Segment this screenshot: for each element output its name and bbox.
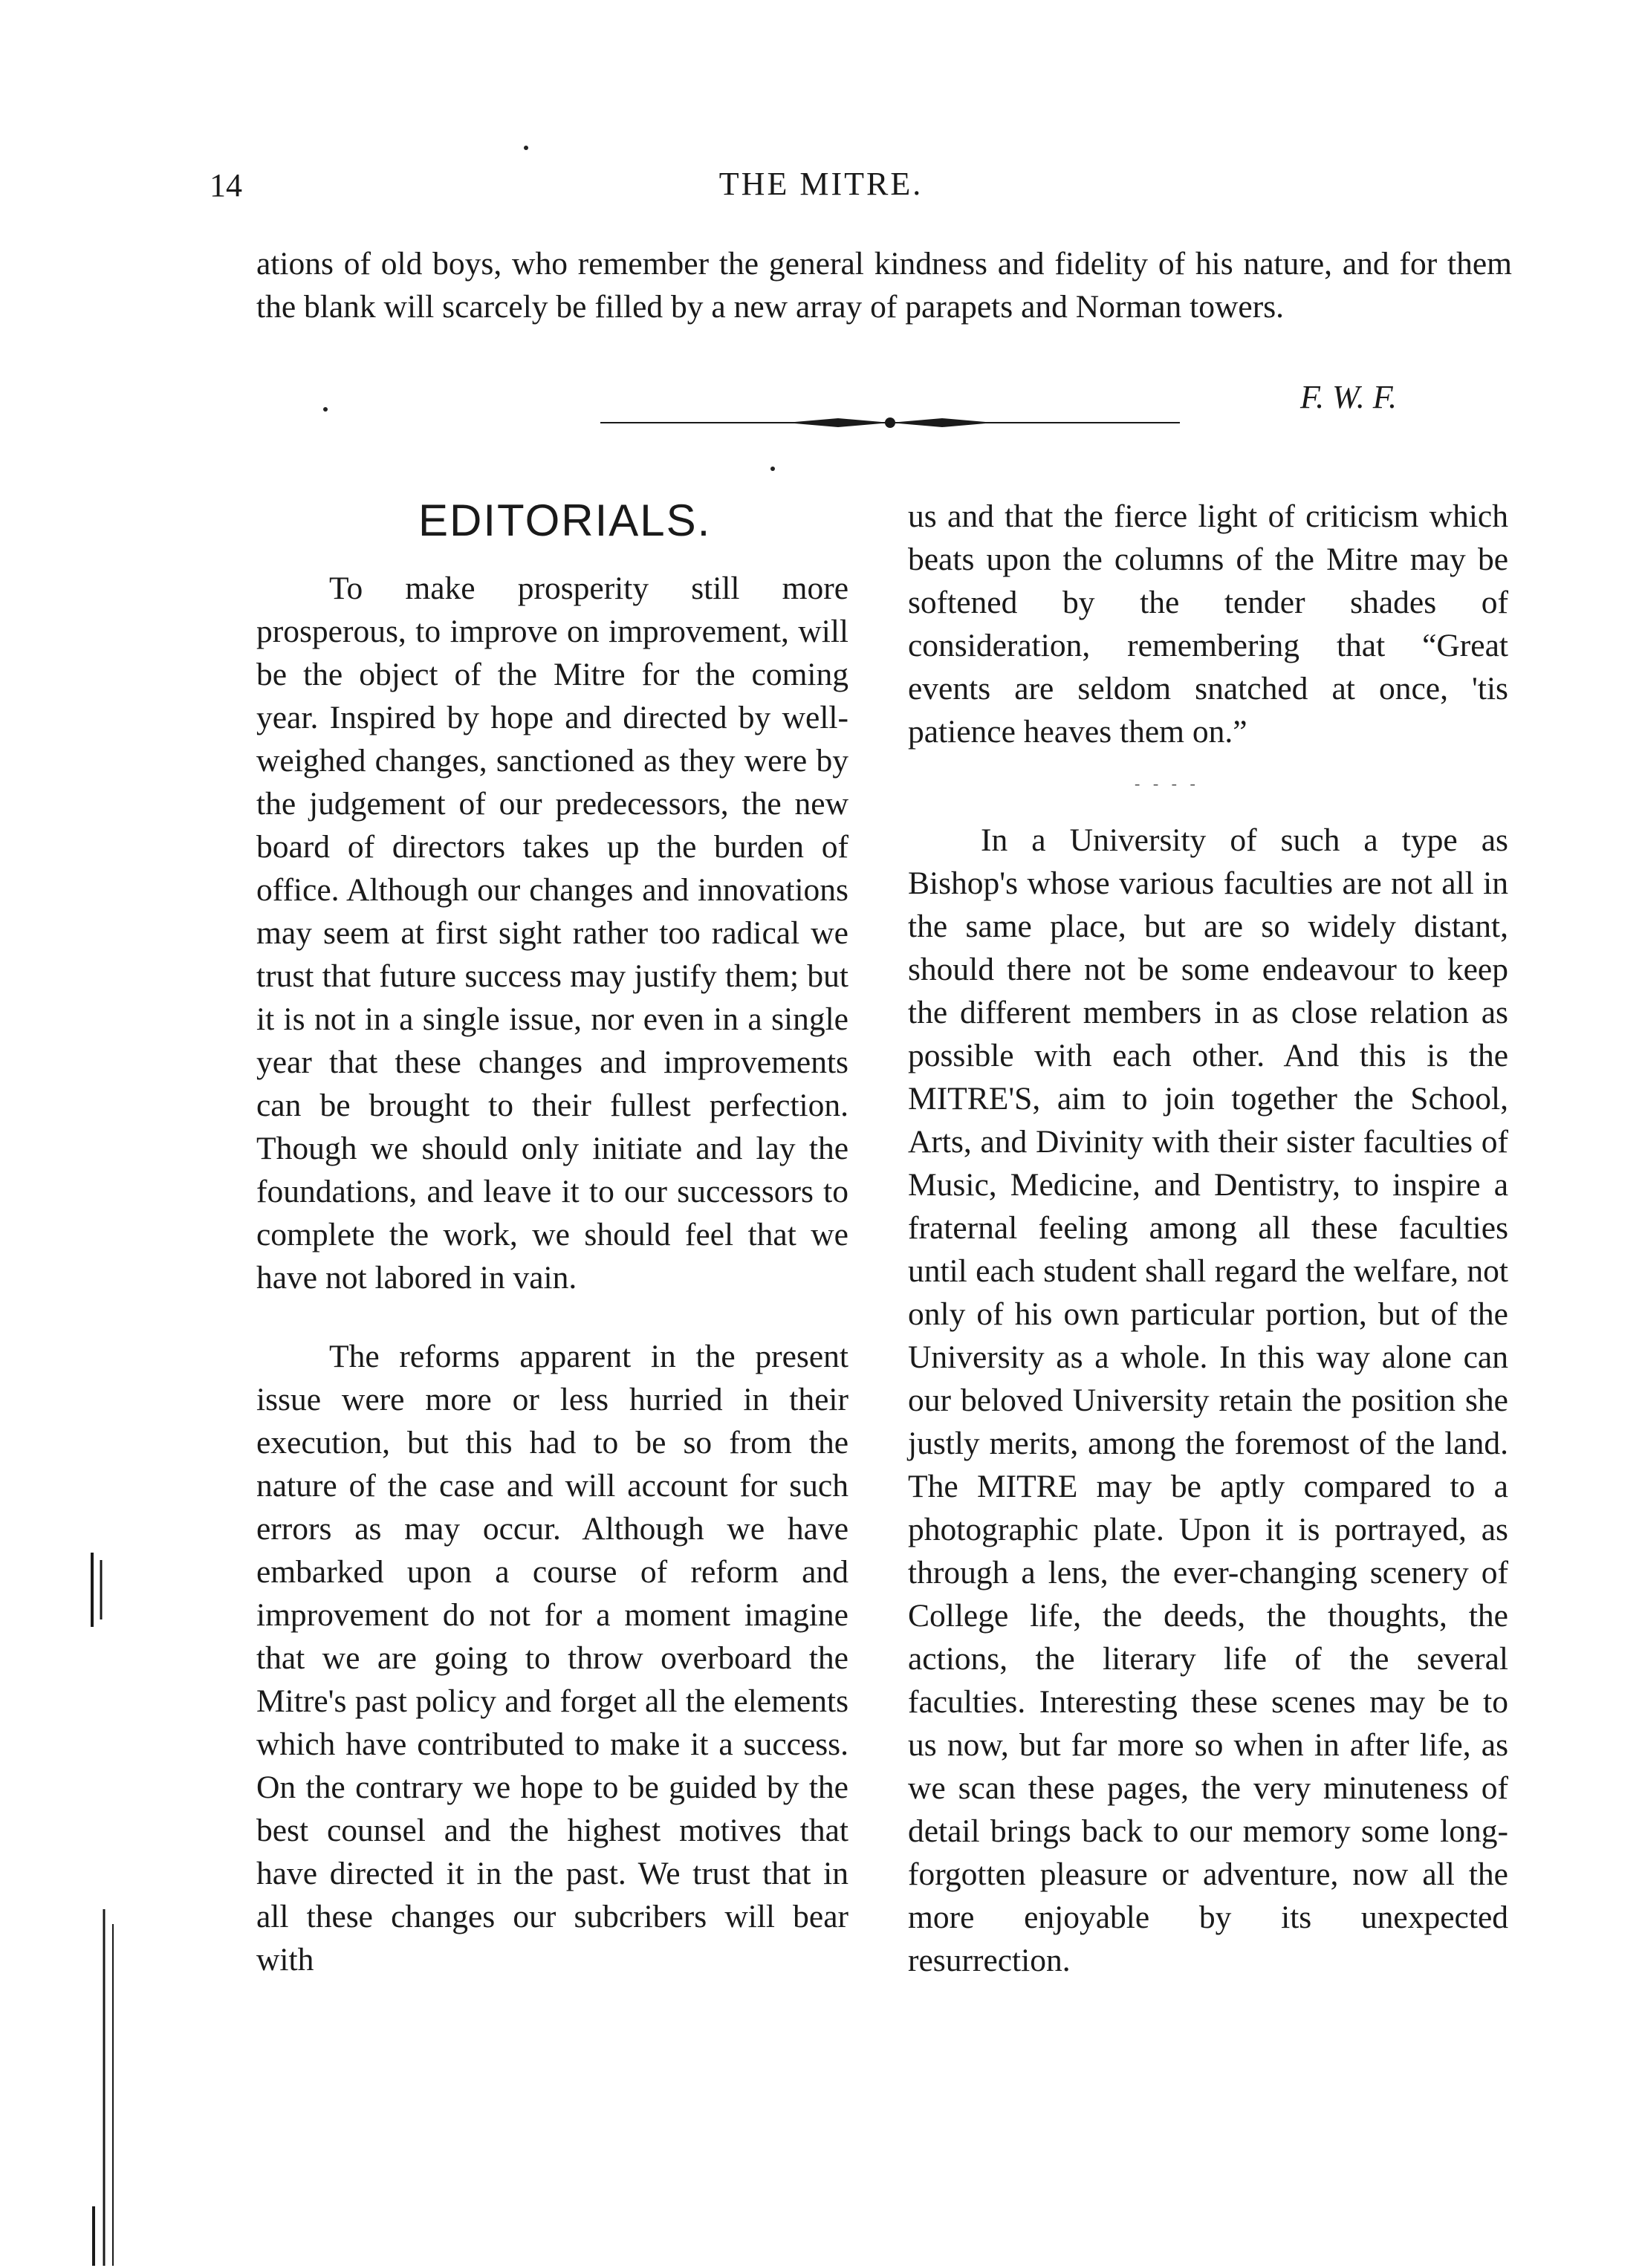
binding-edge-marks: [82, 1538, 126, 2266]
running-title: THE MITRE.: [718, 166, 924, 202]
editorial-paragraph: us and that the fierce light of criticism which beats upon the columns of the Mitre may be softened by the tender shades of consideration, remembering that “Great events are seldom snatched at once, 'tis patience heaves them on.”: [908, 498, 1508, 750]
previous-article-closing: ations of old boys, who remember the general kindness and fidelity of his nature, and for them the blank will scarcely be filled by a new array of parapets and Norman towers.: [256, 246, 1512, 325]
editorial-paragraph: In a University of such a type as Bishop's whose various faculties are not all in the same place, but are so widely distant, should there not be some endeavour to keep the different members in as close relation as possible with each other. And this is the MITRE'S, aim to join together the School, Arts, and Divinity with their sister faculties of Music, Medicine, and Dentistry, to inspire a fraternal feeling among all these faculties until each student shall regard the welfare, not only of his own particular portion, but of the University as a whole. In this way alone can our beloved University retain the position she justly merits, among the foremost of the land. The MITRE may be aptly compared to a photographic plate. Upon it is portrayed, as through a lens, the ever-changing scenery of College life, the deeds, the thoughts, the actions, the literary life of the several faculties. Interesting these scenes may be to us now, but far more so when in after life, as we scan these pages, the very minuteness of detail brings back to our memory some long-forgotten pleasure or adventure, now all the more enjoyable by its unexpected resurrection.: [908, 822, 1508, 1978]
ornamental-divider-rule: [600, 414, 1180, 432]
stray-ink-mark: [524, 146, 528, 150]
author-signature: F. W. F.: [1299, 379, 1397, 415]
editorial-paragraph: The reforms apparent in the present issue were more or less hurried in their execution, but this had to be so from the nature of the case and will account for such errors as may occur. Although we have embarked upon a course of reform and improvement do not for a moment imagine that we are going to throw overboard the Mitre's past policy and forget all the elements which have contributed to make it a success. On the contrary we hope to be guided by the best counsel and the highest motives that have directed it in the past. We trust that in all these changes our subcribers will bear with: [256, 1339, 848, 1978]
editorials-heading: EDITORIALS.: [418, 495, 712, 545]
stray-ink-mark: [770, 467, 775, 471]
editorials-right-column: [908, 495, 1508, 1982]
page-number: 14: [210, 167, 242, 204]
editorials-left-column: [256, 488, 848, 1981]
stray-ink-mark: [323, 407, 328, 412]
section-break: - - - -: [1135, 774, 1200, 793]
editorial-paragraph: To make prosperity still more prosperous, to improve on improvement, will be the object of the Mitre for the coming year. Inspired by hope and directed by well-weighed changes, sanctioned as they were by the judgement of our predecessors, the new board of directors takes up the burden of office. Although our changes and innovations may seem at first sight rather too radical we trust that future success may justify them; but it is not in a single issue, nor even in a single year that these changes and improvements can be brought to their fullest perfection. Though we should only initiate and lay the foundations, and leave it to our successors to complete the work, we should feel that we have not labored in vain.: [256, 571, 848, 1296]
